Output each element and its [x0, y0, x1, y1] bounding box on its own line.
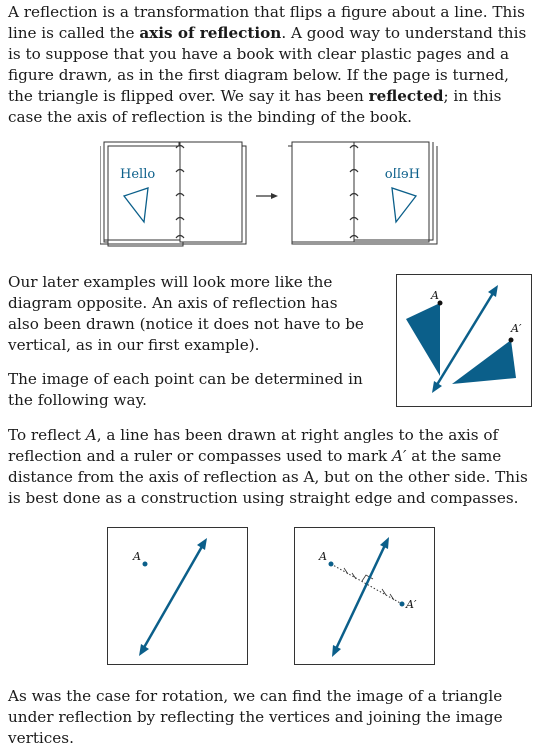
point-a-construction-label: A	[319, 550, 327, 563]
term-axis-of-reflection: axis of reflection	[139, 24, 282, 42]
point-a-construction	[329, 562, 334, 567]
point-a-prime-italic: A′	[392, 447, 407, 465]
book-flip-diagram	[100, 138, 440, 248]
intro-text-3: ; in this case the axis of reflection is the binding of the book.	[8, 87, 502, 126]
intro-text-2: . A good way to understand this is to suppose that you have a book with clear plastic pages and a figure drawn, as in the first diagram below. If the page is turned, the triangle is flipped over. We say it has been	[8, 24, 527, 105]
point-a-label: A	[133, 550, 141, 563]
point-a-prime-label: A′	[406, 598, 417, 611]
point-a	[143, 562, 148, 567]
point-and-axis-diagram	[107, 527, 248, 665]
arrow-right-icon	[256, 193, 278, 199]
intro-text-1: A reflection is a transformation that flips a figure about a line. This line is called the	[8, 3, 525, 42]
book-left-hello-text: Hello	[120, 167, 156, 182]
point-a-italic: A	[85, 426, 97, 444]
vertex-label-a: A	[431, 289, 439, 302]
term-reflected: reflected	[368, 87, 444, 105]
triangle-reflection-diagram	[396, 274, 532, 407]
book-right-hello-mirrored-text: Hello	[384, 167, 420, 182]
diagram-opposite-paragraph: Our later examples will look more like the diagram opposite. An axis of reflection has also been drawn (notice it does not have to be vertical, as in our first example).	[8, 273, 364, 354]
intro-paragraph	[8, 2, 533, 128]
construction-text-1: To reflect	[8, 426, 86, 444]
point-a-prime	[400, 602, 405, 607]
vertex-label-a-prime: A′	[511, 322, 522, 335]
triangle-image-paragraph: As was the case for rotation, we can find the image of a triangle under reflection by reflecting the vertices and joining the image vertices.	[8, 687, 503, 747]
book-left	[100, 142, 246, 248]
construction-text-3: at the same distance from the axis of reflection as A, but on the other side. This is best done as a construction using straight edge and compasses.	[8, 447, 528, 507]
image-point-paragraph: The image of each point can be determined in the following way.	[8, 370, 363, 409]
construction-text-2: , a line has been drawn at right angles to the axis of reflection and a ruler or compasses used to mark	[8, 426, 499, 465]
perpendicular-construction-diagram	[294, 527, 435, 665]
book-right	[288, 142, 437, 244]
construction-paragraph	[8, 425, 533, 509]
